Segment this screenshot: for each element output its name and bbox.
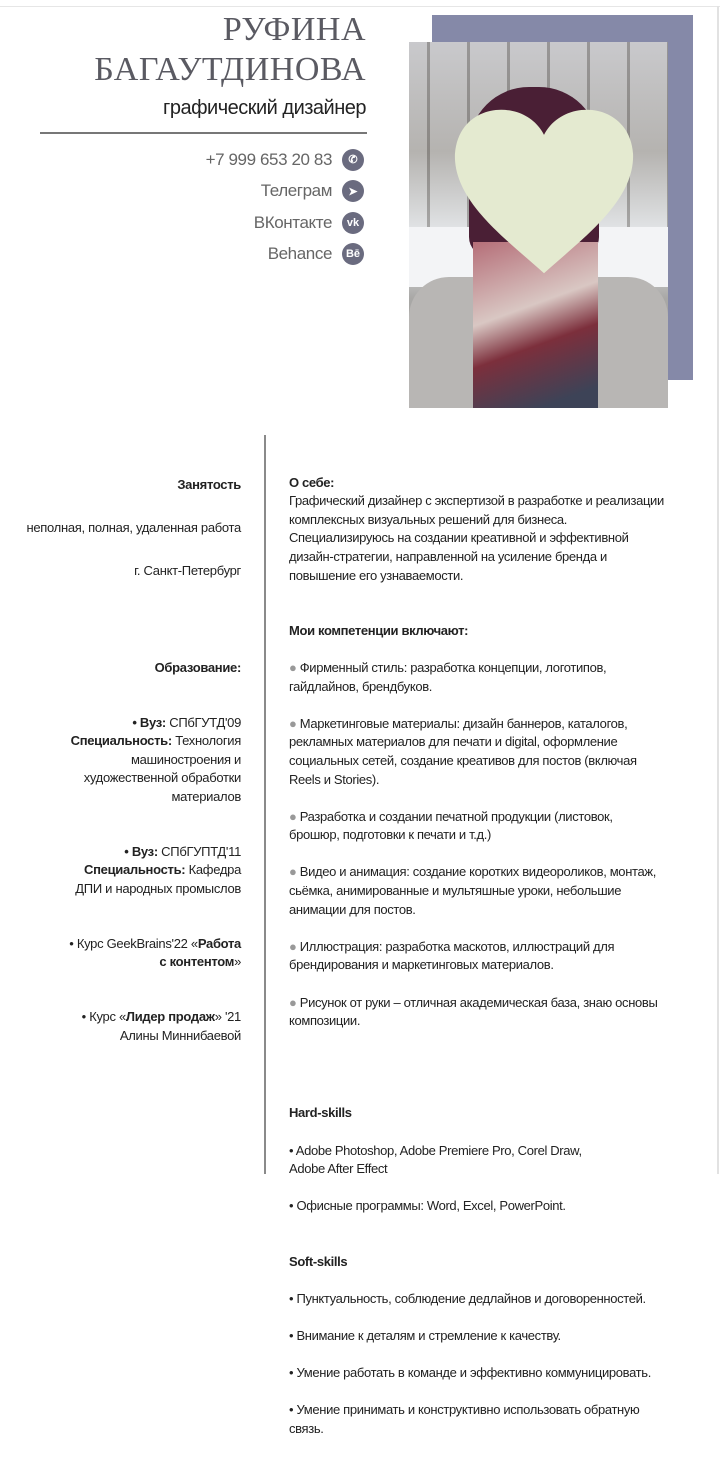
bullet-icon: ● — [289, 715, 300, 731]
soft-skills-heading: Soft-skills — [289, 1253, 348, 1269]
full-name — [94, 10, 366, 90]
about-text: Графический дизайнер с экспертизой в разработке и реализации комплексных визуальных решений для бизнеса. Специализируюсь на создании креативной и эффективной дизайн-стратегии, направленной на усиление бренда и повышение его узнаваемости. — [289, 493, 664, 583]
text: Иллюстрация: разработка маскотов, иллюстраций для брендирования и маркетинговых материалов. — [289, 938, 615, 973]
soft-skill-item: • Пунктуальность, соблюдение дедлайнов и договоренностей. — [289, 1290, 646, 1306]
contacts — [206, 144, 364, 270]
competency-item — [289, 715, 709, 789]
course-name: Лидер продаж — [125, 1009, 215, 1024]
contact-phone[interactable] — [206, 144, 364, 176]
soft-skill-item: • Умение работать в команде и эффективно коммуницировать. — [289, 1365, 651, 1381]
header-divider — [40, 132, 367, 134]
right-column — [289, 455, 709, 1457]
contact-behance[interactable] — [206, 239, 364, 271]
label: • Вуз: — [124, 843, 158, 859]
contact-telegram[interactable] — [206, 176, 364, 208]
text: Рисунок от руки – отличная академическая база, знаю основы композиции. — [289, 994, 658, 1029]
competency-item — [289, 808, 709, 845]
course-item — [1, 1008, 241, 1045]
soft-skill-item: • Внимание к деталям и стремление к качеству. — [289, 1327, 561, 1343]
city: г. Санкт-Петербург — [134, 562, 241, 578]
bullet-icon: ● — [289, 659, 300, 675]
contact-vk[interactable] — [206, 207, 364, 239]
text: » '21 Алины Миннибаевой — [119, 1009, 241, 1043]
last-name: БАГАУТДИНОВА — [94, 51, 366, 88]
text: Фирменный стиль: разработка концепции, логотипов, гайдлайнов, брендбуков. — [289, 659, 607, 694]
soft-skill-item: • Умение принимать и конструктивно использовать обратную связь. — [289, 1402, 640, 1436]
contact-label: +7 999 653 20 83 — [205, 149, 332, 169]
value: СПбГУПТД'11 — [157, 843, 241, 859]
profile-photo — [409, 42, 668, 408]
label: Специальность: — [84, 862, 186, 877]
text: Маркетинговые материалы: дизайн баннеров, каталогов, рекламных материалов для печати и digital, оформление социальных сетей, создание креативов для постов (включая Reels и Stories). — [289, 715, 637, 787]
contact-label: Телеграм — [260, 181, 332, 201]
competency-item — [289, 938, 709, 975]
viber-icon: ✆ — [342, 149, 364, 171]
text: Видео и анимация: создание коротких видеороликов, монтаж, сьёмка, анимированные и мультяшные уроки, небольшие анимации для постов. — [289, 864, 656, 917]
top-border — [0, 6, 720, 7]
competency-item — [289, 994, 709, 1031]
heart-face-cover-icon — [449, 97, 639, 277]
text: » — [234, 954, 241, 969]
text: • Курс GeekBrains'22 « — [69, 935, 198, 951]
bullet-icon: ● — [289, 938, 300, 954]
contact-label: Behance — [267, 244, 332, 264]
page-edge — [717, 6, 719, 1174]
course-item — [1, 935, 241, 972]
hard-skills-heading: Hard-skills — [289, 1105, 352, 1121]
competency-item — [289, 863, 709, 919]
bullet-icon: ● — [289, 808, 300, 824]
vk-icon: vk — [342, 212, 364, 234]
label: • Вуз: — [132, 714, 166, 730]
hard-skill-item: • Офисные программы: Word, Excel, PowerPoint. — [289, 1198, 566, 1214]
education-item — [1, 843, 241, 899]
first-name: РУФИНА — [222, 11, 366, 48]
bullet-icon: ● — [289, 864, 300, 880]
behance-icon: Bē — [342, 243, 364, 265]
competency-item — [289, 659, 709, 696]
competencies-heading: Мои компетенции включают: — [289, 622, 469, 638]
column-divider — [264, 435, 266, 1174]
education-item — [1, 714, 241, 807]
telegram-icon: ➤ — [342, 180, 364, 202]
employment-type: неполная, полная, удаленная работа — [26, 519, 241, 535]
contact-label: ВКонтакте — [253, 212, 332, 232]
value: Технология машиностроения и художественной обработки материалов — [83, 733, 241, 804]
text: Разработка и создании печатной продукции (листовок, брошюр, подготовки к печати и т.д.) — [289, 808, 613, 843]
course-name: Работа с контентом — [159, 935, 241, 969]
about-heading: О себе: — [289, 474, 335, 490]
bullet-icon: ● — [289, 994, 300, 1010]
left-column — [1, 455, 241, 1064]
hard-skill-item: • Adobe Photoshop, Adobe Premiere Pro, Corel Draw, Adobe After Effect — [289, 1142, 582, 1177]
label: Специальность: — [70, 733, 172, 748]
employment-heading: Занятость — [177, 476, 241, 492]
value: СПбГУТД'09 — [165, 714, 241, 730]
education-heading: Образование: — [154, 659, 241, 675]
text: • Курс « — [81, 1009, 126, 1024]
value: Кафедра ДПИ и народных промыслов — [75, 862, 241, 896]
job-title: графический дизайнер — [163, 97, 366, 119]
